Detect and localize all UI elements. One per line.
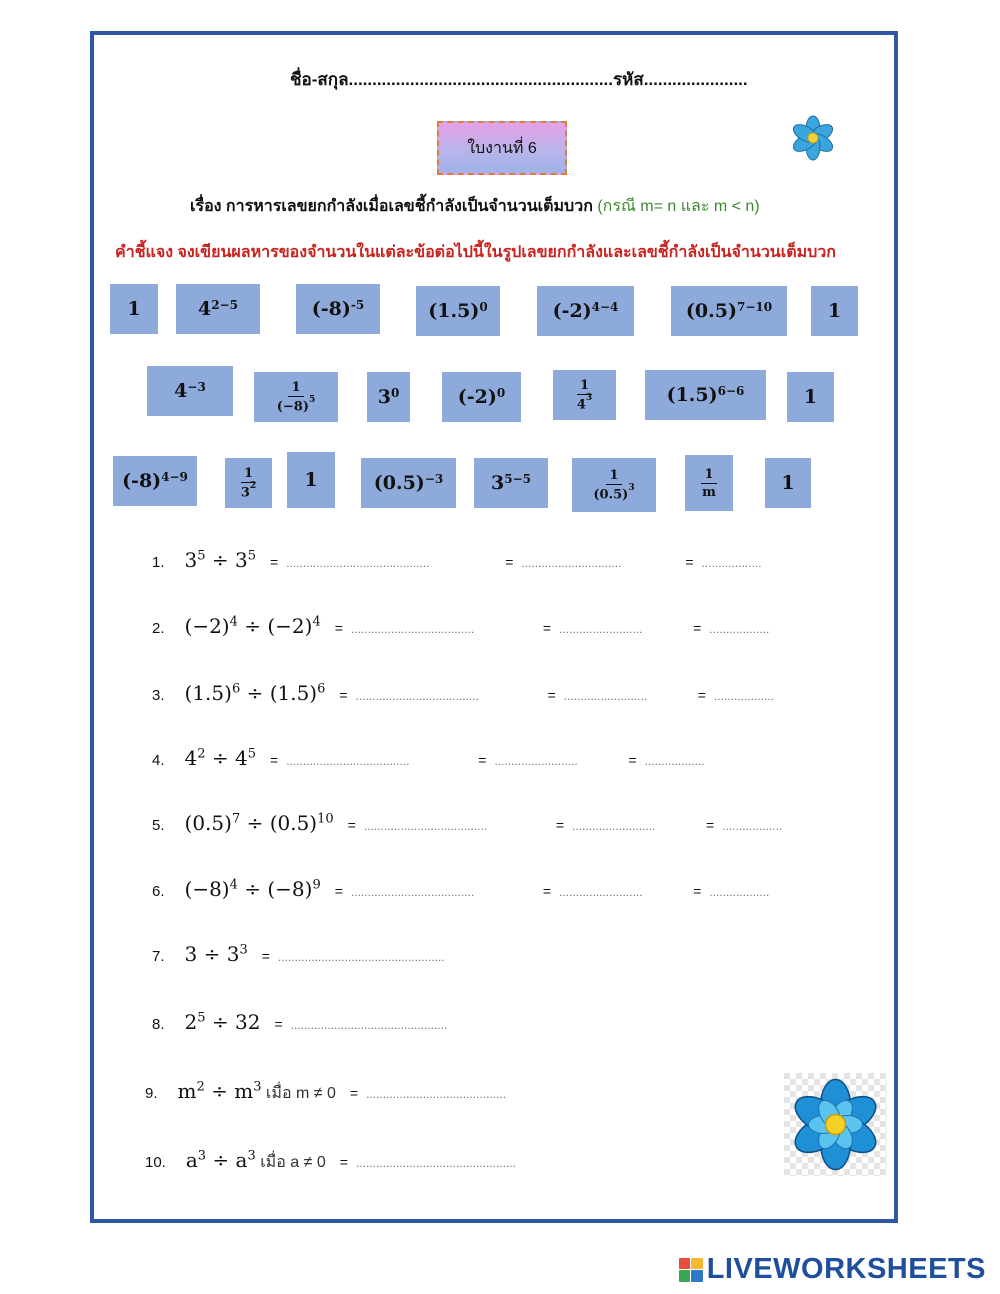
answer-tile[interactable] [296, 284, 380, 334]
tile-fraction [241, 467, 256, 499]
flower-icon [784, 1073, 887, 1176]
question-expression: $(-2)^4 \div (-2)^4$ [184, 614, 321, 638]
tile-base: (1.5) [428, 300, 480, 322]
answer-tile[interactable] [787, 372, 834, 422]
equals-sign: = [693, 620, 702, 636]
tile-denominator: $3^2$ [240, 480, 257, 501]
tile-base: (1.5) [666, 384, 718, 406]
answer-blank-3[interactable] [714, 689, 802, 703]
answer-tile[interactable] [442, 372, 521, 422]
answer-blank-2[interactable] [559, 622, 679, 636]
tile-exponent: 4−9 [161, 470, 188, 484]
answer-tile[interactable] [671, 286, 787, 336]
tile-numerator: 1 [288, 381, 303, 397]
answer-blank-3[interactable] [722, 819, 810, 833]
tile-base: 1 [127, 298, 141, 320]
tile-base: 1 [304, 469, 318, 491]
tile-fraction [577, 379, 592, 411]
answer-blank-1[interactable] [291, 1018, 509, 1032]
answer-blank-1[interactable] [278, 950, 510, 964]
question-number: 7. [152, 948, 165, 965]
equals-sign: = [693, 883, 702, 899]
question-row [152, 811, 810, 835]
answer-blank-3[interactable] [645, 754, 733, 768]
question-number: 2. [152, 620, 165, 637]
tile-base: 1 [803, 386, 818, 408]
answer-tile[interactable] [645, 370, 766, 420]
equals-sign: = [478, 752, 487, 768]
tile-exponent: 0 [496, 386, 506, 400]
tile-numerator: 1 [241, 467, 256, 483]
worksheet-title-box [437, 121, 567, 175]
answer-blank-2[interactable] [559, 885, 679, 899]
tile-exponent: 7−10 [736, 300, 773, 314]
equals-sign: = [706, 817, 715, 833]
answer-tile[interactable] [110, 284, 158, 334]
question-expression: $3^5 \div 3^5$ [184, 548, 257, 572]
answer-tile[interactable] [474, 458, 548, 508]
tile-fraction [593, 469, 634, 501]
question-expression: $(-8)^4 \div (-8)^9$ [184, 877, 321, 901]
question-number: 10. [145, 1154, 166, 1171]
equals-sign: = [685, 554, 694, 570]
question-condition: เมื่อ m ≠ 0 [261, 1085, 336, 1102]
subject-text: เรื่อง การหารเลขยกกำลังเมื่อเลขชี้กำลังเป็นจำนวนเต็มบวก [190, 198, 593, 215]
answer-blank-1[interactable] [286, 556, 491, 570]
tile-fraction [277, 381, 316, 413]
answer-blank-3[interactable] [709, 622, 797, 636]
tile-exponent: 5−5 [504, 472, 531, 486]
equals-sign: = [347, 817, 356, 833]
question-condition: เมื่อ a ≠ 0 [255, 1154, 326, 1171]
answer-tile[interactable] [361, 458, 456, 508]
answer-blank-1[interactable] [286, 754, 464, 768]
equals-sign: = [339, 687, 348, 703]
question-expression: $m^2 \div m^3$ [177, 1079, 262, 1103]
tile-exponent: −3 [424, 472, 444, 486]
answer-blank-1[interactable] [356, 1156, 584, 1170]
answer-blank-1[interactable] [366, 1087, 562, 1101]
tile-exponent: -5 [350, 298, 365, 312]
brand-text: LIVEWORKSHEETS [706, 1253, 986, 1285]
tile-base: (-8) [122, 470, 162, 492]
tile-base: (-2) [552, 300, 592, 322]
worksheet-title: ใบงานที่ 6 [467, 139, 537, 157]
answer-tile[interactable] [176, 284, 260, 334]
tile-exponent: −3 [187, 380, 206, 394]
equals-sign: = [555, 817, 565, 833]
question-expression: $a^3 \div a^3$ [185, 1148, 256, 1172]
equals-sign: = [334, 620, 343, 636]
tile-base: 3 [377, 386, 391, 408]
answer-blank-1[interactable] [351, 885, 529, 899]
answer-tile[interactable] [765, 458, 811, 508]
tile-numerator: 1 [606, 469, 621, 485]
question-row [152, 614, 797, 638]
subject-case: (กรณี m= n และ m < n) [597, 198, 760, 215]
question-number: 6. [152, 883, 165, 900]
answer-tile[interactable] [254, 372, 338, 422]
tile-exponent: 4−4 [591, 300, 619, 314]
answer-tile[interactable] [367, 372, 410, 422]
equals-sign: = [697, 687, 706, 703]
tile-base: (0.5) [373, 472, 425, 494]
answer-blank-3[interactable] [709, 885, 797, 899]
tile-base: (0.5) [685, 300, 737, 322]
answer-blank-1[interactable] [356, 689, 534, 703]
question-number: 5. [152, 817, 165, 834]
answer-blank-1[interactable] [351, 622, 529, 636]
question-number: 8. [152, 1016, 165, 1033]
question-number: 9. [145, 1085, 158, 1102]
tile-exponent: 6−6 [717, 384, 745, 398]
equals-sign: = [542, 883, 552, 899]
question-row [145, 1148, 584, 1175]
answer-tile[interactable] [225, 458, 272, 508]
tile-denominator: $(-8)^5$ [276, 394, 316, 415]
flower-icon [790, 115, 836, 161]
answer-tile[interactable] [572, 458, 656, 512]
equals-sign: = [270, 752, 279, 768]
tile-numerator: 1 [701, 468, 716, 484]
name-id-line: ชื่อ-สกุล........................................................รหัส...................... [290, 70, 748, 89]
question-expression: $2^5 \div 32$ [184, 1010, 261, 1034]
question-expression: $3 \div 3^3$ [184, 942, 248, 966]
tile-base: 1 [781, 472, 795, 494]
instruction-text: คำชี้แจง จงเขียนผลหารของจำนวนในแต่ละข้อต่อไปนี้ในรูปเลขยกกำลังและเลขชี้กำลังเป็นจำนวนเต็มบวก [115, 244, 836, 261]
tile-base: 4 [174, 380, 188, 402]
tile-base: (-8) [311, 298, 351, 320]
tile-base: 3 [491, 472, 505, 494]
tile-fraction [701, 468, 716, 499]
tile-exponent: 0 [390, 386, 400, 400]
question-expression: $(1.5)^6 \div (1.5)^6$ [184, 681, 326, 705]
question-number: 3. [152, 687, 165, 704]
equals-sign: = [334, 883, 343, 899]
tile-denominator: $4^3$ [576, 392, 593, 413]
question-row [152, 681, 802, 705]
liveworksheets-icon [679, 1258, 703, 1282]
question-row [152, 877, 797, 901]
answer-blank-3[interactable] [702, 556, 790, 570]
question-row [152, 1010, 509, 1034]
answer-blank-2[interactable] [572, 819, 692, 833]
answer-tile[interactable] [685, 455, 733, 511]
equals-sign: = [542, 620, 552, 636]
answer-tile[interactable] [537, 286, 634, 336]
answer-tile[interactable] [416, 286, 500, 336]
question-number: 4. [152, 752, 165, 769]
answer-blank-2[interactable] [494, 754, 614, 768]
tile-exponent: 2−5 [211, 298, 238, 312]
question-number: 1. [152, 554, 165, 571]
answer-blank-2[interactable] [564, 689, 684, 703]
question-row [152, 942, 510, 966]
tile-base: 1 [827, 300, 842, 322]
equals-sign: = [349, 1085, 359, 1101]
tile-exponent: 0 [479, 300, 488, 314]
answer-tile[interactable] [811, 286, 858, 336]
answer-blank-2[interactable] [521, 556, 671, 570]
equals-sign: = [547, 687, 556, 703]
tile-base: (-2) [457, 386, 497, 408]
answer-tile[interactable] [147, 366, 233, 416]
question-expression: $4^2 \div 4^5$ [184, 746, 257, 770]
tile-denominator: $(0.5)^3$ [593, 482, 635, 503]
question-row [145, 1079, 562, 1106]
tile-base: 4 [198, 298, 212, 320]
tile-numerator: 1 [577, 379, 592, 395]
subject-line [190, 194, 760, 219]
equals-sign: = [274, 1016, 283, 1032]
equals-sign: = [505, 554, 514, 570]
answer-tile[interactable] [113, 456, 197, 506]
equals-sign: = [270, 554, 279, 570]
question-row [152, 548, 790, 572]
liveworksheets-logo [679, 1253, 986, 1286]
equals-sign: = [261, 948, 270, 964]
equals-sign: = [339, 1154, 348, 1170]
answer-blank-1[interactable] [364, 819, 542, 833]
tile-denominator: m [702, 484, 716, 500]
question-expression: $(0.5)^7 \div (0.5)^{10}$ [184, 811, 334, 835]
answer-tile[interactable] [287, 452, 335, 508]
answer-tile[interactable] [553, 370, 616, 420]
equals-sign: = [628, 752, 637, 768]
question-row [152, 746, 733, 770]
